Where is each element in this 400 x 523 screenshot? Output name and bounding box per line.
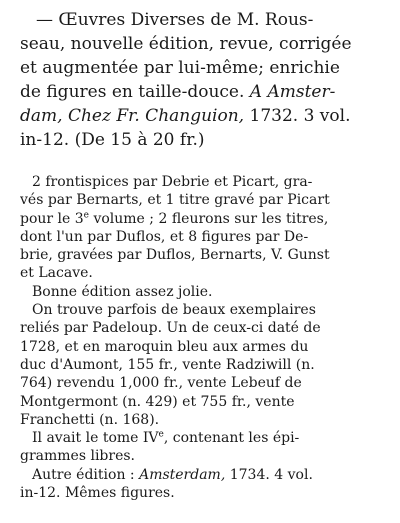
note-text: Il avait le tome IV <box>32 430 159 447</box>
entry-text: de figures en taille-douce. <box>20 82 245 102</box>
note-line: dont l'un par Duflos, et 8 figures par De- <box>20 228 309 245</box>
note-line: On trouve parfois de beaux exemplaires <box>32 302 316 319</box>
note-line: brie, gravées par Duflos, Bernarts, V. Gunst <box>20 247 330 264</box>
entry-format-price: in-12. (De 15 à 20 fr.) <box>20 130 205 150</box>
bibliographic-notes <box>20 173 384 502</box>
entry-line-with-imprint <box>20 80 384 104</box>
note-text: pour le 3 <box>20 210 84 227</box>
entry-line: seau, nouvelle édition, revue, corrigée <box>20 34 352 54</box>
note-line: Franchetti (n. 168). <box>20 411 160 428</box>
imprint-publisher: dam, Chez Fr. Changuion, <box>20 106 245 126</box>
note-text: , contenant les épi- <box>163 430 300 447</box>
imprint-place: A Amster- <box>249 82 336 102</box>
note-line-other-edition <box>20 466 384 484</box>
note-text: Autre édition : <box>32 466 140 483</box>
note-line: vés par Bernarts, et 1 titre gravé par Picart <box>20 192 330 209</box>
note-line: Montgermont (n. 429) et 755 fr., vente <box>20 393 295 410</box>
note-line: duc d'Aumont, 155 fr., vente Radziwill (n. <box>20 356 315 373</box>
edition-place: Amsterdam, <box>139 466 226 483</box>
entry-imprint-line <box>20 104 384 128</box>
note-line: 2 frontispices par Debrie et Picart, gra- <box>32 174 313 190</box>
note-text: 1734. 4 vol. <box>225 466 313 483</box>
superscript: e <box>158 429 164 440</box>
note-line: et Lacave. <box>20 265 93 282</box>
note-line: 1728, et en maroquin bleu aux armes du <box>20 338 309 355</box>
note-line: in-12. Mêmes figures. <box>20 485 175 502</box>
entry-line: — Œuvres Diverses de M. Rous- <box>36 10 314 30</box>
note-line-quality: Bonne édition assez jolie. <box>32 283 213 300</box>
entry-line: et augmentée par lui-même; enrichie <box>20 58 340 78</box>
imprint-year: 1732. 3 vol. <box>244 106 351 126</box>
note-text: volume ; 2 fleurons sur les titres, <box>89 210 329 227</box>
note-line: 764) revendu 1,000 fr., vente Lebeuf de <box>20 375 302 392</box>
note-line-tome <box>20 429 384 447</box>
note-line: reliés par Padeloup. Un de ceux-ci daté de <box>20 320 321 337</box>
bibliographic-entry <box>20 8 384 152</box>
note-line-volume <box>20 210 384 228</box>
superscript: e <box>83 209 89 220</box>
note-line: grammes libres. <box>20 448 136 465</box>
